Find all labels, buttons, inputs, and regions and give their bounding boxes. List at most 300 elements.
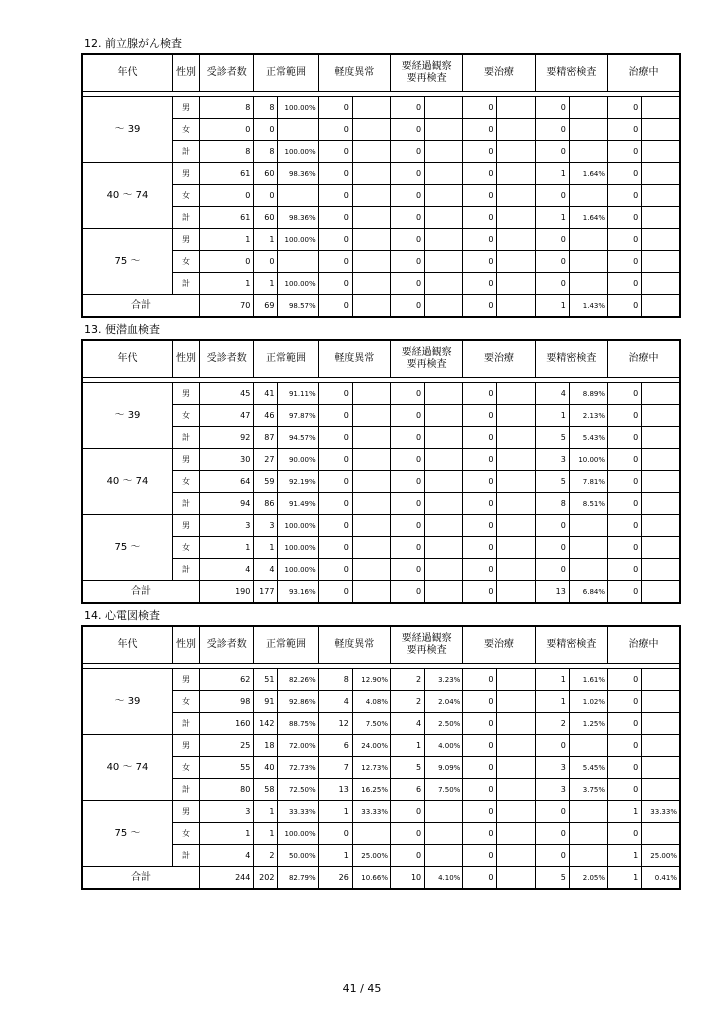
percent-cell (352, 823, 390, 845)
percent-cell (642, 229, 680, 251)
count-cell: 0 (608, 581, 642, 604)
count-cell: 0 (608, 405, 642, 427)
percent-cell (425, 295, 463, 318)
count-cell: 1 (200, 229, 254, 251)
header-examinees: 受診者数 (200, 340, 254, 378)
percent-cell (352, 119, 390, 141)
count-cell: 0 (535, 823, 569, 845)
count-cell: 1 (390, 735, 424, 757)
count-cell: 1 (535, 669, 569, 691)
count-cell: 0 (318, 515, 352, 537)
count-cell: 8 (318, 669, 352, 691)
percent-cell: 0.41% (642, 867, 680, 890)
section-title: 13. 便潜血検査 (84, 323, 160, 336)
table-row (82, 537, 680, 559)
count-cell: 4 (254, 559, 278, 581)
percent-cell (642, 691, 680, 713)
table-row (82, 515, 680, 537)
percent-cell: 88.75% (278, 713, 318, 735)
count-cell: 0 (318, 229, 352, 251)
count-cell: 1 (535, 295, 569, 318)
percent-cell (497, 867, 535, 890)
percent-cell: 9.09% (425, 757, 463, 779)
section-13 (81, 339, 681, 604)
count-cell: 0 (463, 119, 497, 141)
percent-cell (425, 427, 463, 449)
count-cell: 0 (463, 537, 497, 559)
percent-cell (642, 427, 680, 449)
percent-cell: 90.00% (278, 449, 318, 471)
count-cell: 46 (254, 405, 278, 427)
percent-cell (497, 713, 535, 735)
count-cell: 51 (254, 669, 278, 691)
percent-cell (642, 295, 680, 318)
count-cell: 1 (535, 691, 569, 713)
percent-cell: 5.43% (569, 427, 607, 449)
count-cell: 0 (463, 471, 497, 493)
percent-cell: 50.00% (278, 845, 318, 867)
count-cell: 142 (254, 713, 278, 735)
percent-cell (352, 493, 390, 515)
percent-cell (642, 713, 680, 735)
count-cell: 0 (254, 119, 278, 141)
percent-cell (497, 757, 535, 779)
count-cell: 0 (608, 493, 642, 515)
count-cell: 1 (200, 537, 254, 559)
header-treatment: 要治療 (463, 340, 535, 378)
percent-cell (569, 559, 607, 581)
count-cell: 61 (200, 163, 254, 185)
count-cell: 0 (463, 757, 497, 779)
count-cell: 0 (463, 163, 497, 185)
table-row (82, 691, 680, 713)
percent-cell (569, 823, 607, 845)
percent-cell: 72.73% (278, 757, 318, 779)
percent-cell: 4.00% (425, 735, 463, 757)
sex-cell: 計 (172, 713, 199, 735)
percent-cell (569, 97, 607, 119)
count-cell: 0 (608, 713, 642, 735)
percent-cell: 12.73% (352, 757, 390, 779)
table-row (82, 823, 680, 845)
header-followup: 要経過観察 要再検査 (390, 340, 462, 378)
count-cell: 8 (254, 141, 278, 163)
percent-cell (497, 515, 535, 537)
percent-cell (497, 207, 535, 229)
percent-cell (352, 581, 390, 604)
percent-cell (352, 251, 390, 273)
percent-cell (352, 449, 390, 471)
percent-cell (569, 251, 607, 273)
count-cell: 0 (200, 185, 254, 207)
count-cell: 0 (463, 779, 497, 801)
count-cell: 13 (318, 779, 352, 801)
total-row (82, 581, 680, 604)
percent-cell (497, 427, 535, 449)
count-cell: 190 (200, 581, 254, 604)
table-row (82, 735, 680, 757)
percent-cell (497, 559, 535, 581)
percent-cell (425, 97, 463, 119)
count-cell: 0 (318, 119, 352, 141)
table-row (82, 251, 680, 273)
age-group-cell: 40 ～ 74 (82, 449, 172, 515)
count-cell: 0 (608, 383, 642, 405)
count-cell: 70 (200, 295, 254, 318)
count-cell: 0 (535, 119, 569, 141)
sex-cell: 男 (172, 449, 199, 471)
percent-cell (278, 119, 318, 141)
sex-cell: 計 (172, 559, 199, 581)
count-cell: 0 (608, 427, 642, 449)
total-label: 合計 (82, 295, 200, 318)
table-row (82, 559, 680, 581)
count-cell: 2 (254, 845, 278, 867)
percent-cell: 2.13% (569, 405, 607, 427)
count-cell: 0 (608, 229, 642, 251)
count-cell: 0 (535, 515, 569, 537)
count-cell: 0 (608, 449, 642, 471)
percent-cell (642, 823, 680, 845)
table-row (82, 273, 680, 295)
count-cell: 62 (200, 669, 254, 691)
percent-cell: 33.33% (278, 801, 318, 823)
percent-cell (352, 427, 390, 449)
count-cell: 1 (535, 163, 569, 185)
count-cell: 0 (318, 251, 352, 273)
results-table (81, 339, 681, 604)
count-cell: 40 (254, 757, 278, 779)
count-cell: 92 (200, 427, 254, 449)
count-cell: 7 (318, 757, 352, 779)
percent-cell: 2.04% (425, 691, 463, 713)
header-normal: 正常範囲 (254, 340, 318, 378)
percent-cell: 25.00% (642, 845, 680, 867)
header-age: 年代 (82, 54, 172, 92)
percent-cell (425, 251, 463, 273)
percent-cell (497, 141, 535, 163)
count-cell: 0 (254, 185, 278, 207)
percent-cell (497, 273, 535, 295)
count-cell: 55 (200, 757, 254, 779)
age-group-cell: 40 ～ 74 (82, 163, 172, 229)
count-cell: 60 (254, 163, 278, 185)
count-cell: 0 (463, 735, 497, 757)
percent-cell: 92.19% (278, 471, 318, 493)
sex-cell: 男 (172, 515, 199, 537)
sex-cell: 女 (172, 691, 199, 713)
header-examinees: 受診者数 (200, 54, 254, 92)
percent-cell: 16.25% (352, 779, 390, 801)
percent-cell: 33.33% (642, 801, 680, 823)
sex-cell: 女 (172, 251, 199, 273)
sex-cell: 計 (172, 273, 199, 295)
percent-cell (352, 207, 390, 229)
percent-cell (642, 405, 680, 427)
count-cell: 1 (254, 823, 278, 845)
count-cell: 0 (318, 581, 352, 604)
percent-cell: 100.00% (278, 537, 318, 559)
percent-cell (642, 581, 680, 604)
percent-cell (497, 801, 535, 823)
table-row (82, 757, 680, 779)
percent-cell (497, 119, 535, 141)
count-cell: 27 (254, 449, 278, 471)
percent-cell: 3.23% (425, 669, 463, 691)
percent-cell: 10.66% (352, 867, 390, 890)
section-12 (81, 53, 681, 318)
count-cell: 0 (608, 141, 642, 163)
count-cell: 58 (254, 779, 278, 801)
header-treatment: 要治療 (463, 626, 535, 664)
percent-cell (425, 405, 463, 427)
percent-cell (425, 163, 463, 185)
sex-cell: 計 (172, 779, 199, 801)
percent-cell: 1.43% (569, 295, 607, 318)
percent-cell (642, 493, 680, 515)
table-row (82, 229, 680, 251)
sex-cell: 女 (172, 537, 199, 559)
count-cell: 0 (535, 735, 569, 757)
count-cell: 1 (608, 845, 642, 867)
percent-cell (497, 185, 535, 207)
percent-cell (425, 823, 463, 845)
sex-cell: 男 (172, 163, 199, 185)
sex-cell: 女 (172, 823, 199, 845)
percent-cell (352, 185, 390, 207)
count-cell: 0 (318, 97, 352, 119)
percent-cell (569, 119, 607, 141)
count-cell: 2 (390, 669, 424, 691)
header-detailed: 要精密検査 (535, 626, 607, 664)
count-cell: 0 (318, 163, 352, 185)
count-cell: 0 (318, 823, 352, 845)
table-row (82, 801, 680, 823)
percent-cell (425, 845, 463, 867)
table-row (82, 471, 680, 493)
count-cell: 0 (318, 493, 352, 515)
count-cell: 0 (200, 251, 254, 273)
count-cell: 0 (254, 251, 278, 273)
percent-cell (425, 493, 463, 515)
count-cell: 0 (535, 559, 569, 581)
sex-cell: 計 (172, 207, 199, 229)
percent-cell: 100.00% (278, 229, 318, 251)
percent-cell (642, 669, 680, 691)
count-cell: 0 (535, 273, 569, 295)
count-cell: 0 (318, 559, 352, 581)
percent-cell (497, 405, 535, 427)
count-cell: 1 (200, 823, 254, 845)
count-cell: 1 (254, 537, 278, 559)
percent-cell (569, 185, 607, 207)
count-cell: 0 (318, 207, 352, 229)
count-cell: 0 (463, 669, 497, 691)
count-cell: 0 (463, 867, 497, 890)
count-cell: 0 (463, 207, 497, 229)
percent-cell (497, 229, 535, 251)
count-cell: 1 (200, 273, 254, 295)
count-cell: 0 (390, 493, 424, 515)
count-cell: 4 (200, 559, 254, 581)
percent-cell: 1.02% (569, 691, 607, 713)
header-followup: 要経過観察 要再検査 (390, 626, 462, 664)
header-undertreatment: 治療中 (608, 626, 680, 664)
count-cell: 3 (535, 449, 569, 471)
count-cell: 0 (390, 207, 424, 229)
count-cell: 0 (390, 383, 424, 405)
percent-cell (642, 273, 680, 295)
percent-cell (497, 383, 535, 405)
percent-cell (642, 515, 680, 537)
sex-cell: 女 (172, 757, 199, 779)
count-cell: 0 (318, 295, 352, 318)
count-cell: 59 (254, 471, 278, 493)
sex-cell: 男 (172, 735, 199, 757)
header-age: 年代 (82, 340, 172, 378)
percent-cell (425, 581, 463, 604)
count-cell: 0 (463, 295, 497, 318)
count-cell: 0 (535, 141, 569, 163)
table-row (82, 97, 680, 119)
percent-cell (497, 779, 535, 801)
count-cell: 0 (463, 251, 497, 273)
count-cell: 1 (608, 867, 642, 890)
header-row (82, 340, 680, 378)
count-cell: 60 (254, 207, 278, 229)
age-group-cell: 40 ～ 74 (82, 735, 172, 801)
percent-cell (642, 251, 680, 273)
header-sex: 性別 (172, 340, 199, 378)
percent-cell: 7.50% (425, 779, 463, 801)
count-cell: 0 (390, 295, 424, 318)
percent-cell (569, 229, 607, 251)
count-cell: 5 (535, 427, 569, 449)
count-cell: 0 (463, 493, 497, 515)
percent-cell (425, 273, 463, 295)
percent-cell (497, 97, 535, 119)
percent-cell: 82.26% (278, 669, 318, 691)
count-cell: 3 (200, 801, 254, 823)
results-table (81, 53, 681, 318)
count-cell: 45 (200, 383, 254, 405)
count-cell: 0 (390, 185, 424, 207)
count-cell: 0 (390, 163, 424, 185)
header-undertreatment: 治療中 (608, 340, 680, 378)
percent-cell: 8.51% (569, 493, 607, 515)
count-cell: 0 (390, 273, 424, 295)
count-cell: 0 (535, 185, 569, 207)
count-cell: 0 (318, 427, 352, 449)
percent-cell: 4.10% (425, 867, 463, 890)
header-examinees: 受診者数 (200, 626, 254, 664)
count-cell: 0 (535, 845, 569, 867)
table-row (82, 449, 680, 471)
count-cell: 3 (254, 515, 278, 537)
count-cell: 0 (608, 669, 642, 691)
count-cell: 0 (608, 273, 642, 295)
count-cell: 25 (200, 735, 254, 757)
percent-cell (642, 97, 680, 119)
percent-cell (352, 273, 390, 295)
percent-cell: 3.75% (569, 779, 607, 801)
percent-cell (352, 383, 390, 405)
total-label: 合計 (82, 581, 200, 604)
count-cell: 0 (463, 383, 497, 405)
percent-cell (425, 185, 463, 207)
percent-cell (425, 207, 463, 229)
count-cell: 0 (535, 97, 569, 119)
count-cell: 1 (254, 801, 278, 823)
count-cell: 1 (535, 207, 569, 229)
count-cell: 0 (318, 185, 352, 207)
results-table (81, 625, 681, 890)
percent-cell: 24.00% (352, 735, 390, 757)
count-cell: 0 (463, 141, 497, 163)
percent-cell (642, 735, 680, 757)
count-cell: 4 (200, 845, 254, 867)
header-row (82, 54, 680, 92)
percent-cell (497, 449, 535, 471)
sex-cell: 女 (172, 185, 199, 207)
count-cell: 0 (608, 207, 642, 229)
count-cell: 0 (390, 559, 424, 581)
percent-cell (352, 229, 390, 251)
percent-cell (425, 559, 463, 581)
percent-cell (425, 515, 463, 537)
count-cell: 0 (608, 97, 642, 119)
count-cell: 0 (608, 823, 642, 845)
count-cell: 0 (608, 735, 642, 757)
table-row (82, 383, 680, 405)
count-cell: 4 (390, 713, 424, 735)
page-number: 41 / 45 (342, 982, 382, 995)
percent-cell: 10.00% (569, 449, 607, 471)
table-row (82, 713, 680, 735)
sex-cell: 女 (172, 471, 199, 493)
percent-cell (569, 515, 607, 537)
percent-cell (569, 537, 607, 559)
percent-cell (352, 97, 390, 119)
percent-cell (497, 537, 535, 559)
count-cell: 0 (463, 427, 497, 449)
count-cell: 3 (200, 515, 254, 537)
percent-cell (569, 141, 607, 163)
table-row (82, 669, 680, 691)
header-row (82, 626, 680, 664)
count-cell: 0 (318, 405, 352, 427)
total-label: 合計 (82, 867, 200, 890)
count-cell: 61 (200, 207, 254, 229)
header-mild: 軽度異常 (318, 54, 390, 92)
count-cell: 18 (254, 735, 278, 757)
table-row (82, 141, 680, 163)
percent-cell (569, 735, 607, 757)
count-cell: 41 (254, 383, 278, 405)
count-cell: 94 (200, 493, 254, 515)
percent-cell: 2.50% (425, 713, 463, 735)
percent-cell: 72.00% (278, 735, 318, 757)
header-followup: 要経過観察 要再検査 (390, 54, 462, 92)
percent-cell: 1.25% (569, 713, 607, 735)
section-14 (81, 625, 681, 890)
percent-cell (425, 471, 463, 493)
count-cell: 202 (254, 867, 278, 890)
percent-cell (497, 845, 535, 867)
count-cell: 0 (318, 273, 352, 295)
count-cell: 6 (318, 735, 352, 757)
sex-cell: 男 (172, 229, 199, 251)
